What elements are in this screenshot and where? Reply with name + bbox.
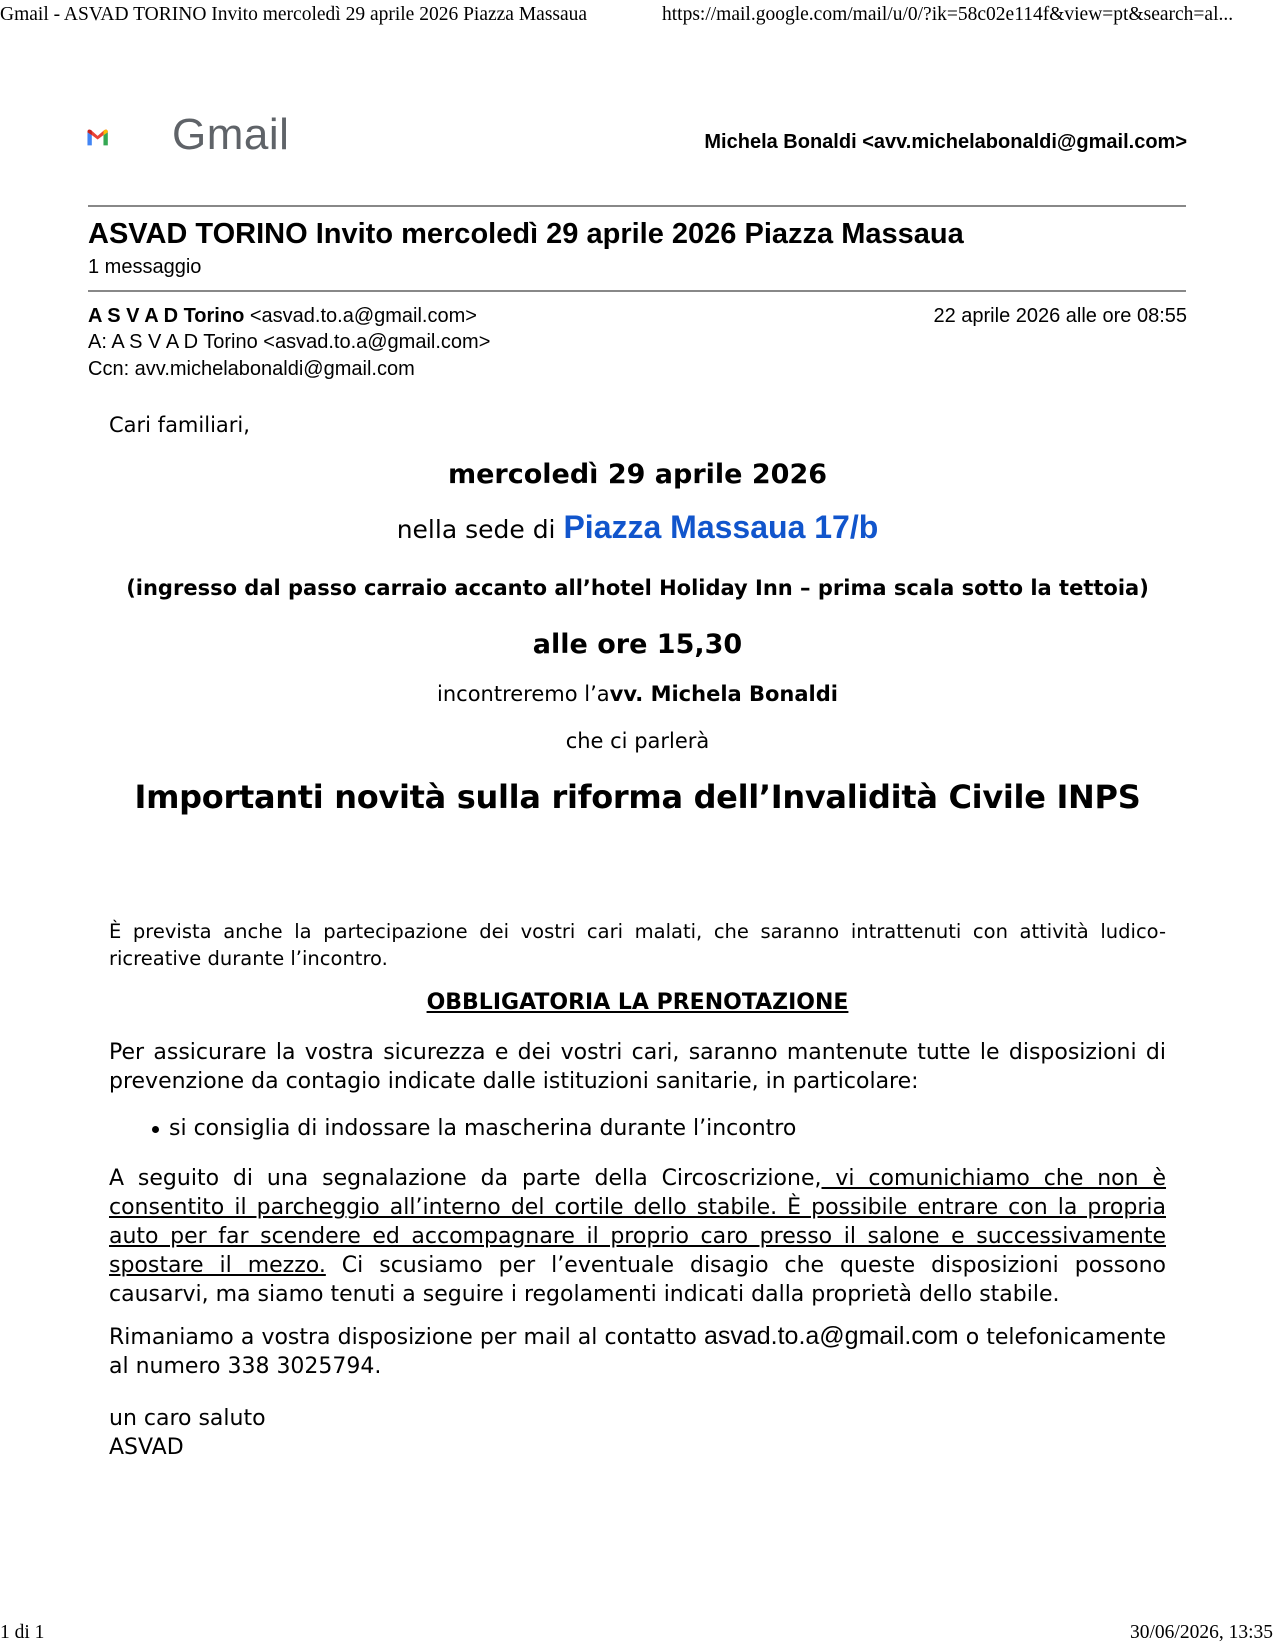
bullet-icon: [152, 1126, 159, 1133]
signature: ASVAD: [109, 1435, 184, 1460]
parking-suffix: Ci scusiamo per l’eventuale disagio che queste disposizioni possono causarvi, ma siamo tenuti a seguire i regolamenti indicati dalla proprietà dello stabile.: [109, 1253, 1166, 1307]
print-page-title: Gmail - ASVAD TORINO Invito mercoledì 29 aprile 2026 Piazza Massaua: [0, 4, 588, 25]
sent-timestamp: 22 aprile 2026 alle ore 08:55: [933, 305, 1187, 327]
safety-paragraph: Per assicurare la vostra sicurezza e dei vostri cari, saranno mantenute tutte le disposizioni di prevenzione da contagio indicate dalle istituzioni sanitarie, in particolare:: [109, 1040, 1166, 1094]
event-date: mercoledì 29 aprile 2026: [447, 459, 828, 490]
header-divider: [88, 205, 1186, 207]
contact-email-link[interactable]: asvad.to.a@gmail.com: [703, 1322, 959, 1350]
contact-paragraph: [109, 1322, 1166, 1381]
event-time: alle ore 15,30: [532, 629, 743, 660]
message-count: 1 messaggio: [88, 256, 202, 278]
sender-address: <asvad.to.a@gmail.com>: [249, 305, 477, 327]
print-page-url: https://mail.google.com/mail/u/0/?ik=58c02e114f&view=pt&search=al...: [662, 4, 1234, 25]
parking-paragraph: [109, 1164, 1166, 1309]
contact-suffix: o telefonicamente al numero 338 3025794.: [109, 1325, 1166, 1379]
booking-required-heading: OBBLIGATORIA LA PRENOTAZIONE: [426, 990, 849, 1015]
speaker-line: [109, 682, 1166, 706]
mask-advice: si consiglia di indossare la mascherina durante l’incontro: [169, 1116, 797, 1141]
venue-address: Piazza Massaua 17/b: [563, 509, 879, 545]
bcc-line: Ccn: avv.michelabonaldi@gmail.com: [88, 358, 415, 380]
sender-line: [88, 305, 477, 328]
recipient-line: A: A S V A D Torino <asvad.to.a@gmail.com>: [88, 331, 491, 353]
closing-block: [109, 1404, 1166, 1462]
subject-divider: [88, 290, 1186, 292]
participation-paragraph: È prevista anche la partecipazione dei vostri cari malati, che saranno intrattenuti con attività ludico-ricreative durante l’incontro.: [109, 920, 1166, 970]
speaker-prefix: incontreremo l’a: [437, 682, 610, 706]
page-number: 1 di 1: [0, 1622, 45, 1643]
parking-prefix: A seguito di una segnalazione da parte della Circoscrizione,: [109, 1166, 822, 1191]
venue-prefix: nella sede di: [396, 515, 564, 544]
event-venue-line: [109, 509, 1166, 546]
gmail-wordmark: Gmail: [172, 110, 290, 159]
contact-prefix: Rimaniamo a vostra disposizione per mail al contatto: [109, 1325, 704, 1350]
print-date: 30/06/2026, 13:35: [1129, 1622, 1273, 1643]
talk-intro: che ci parlerà: [565, 729, 710, 753]
account-identity: Michela Bonaldi <avv.michelabonaldi@gmail.com>: [704, 131, 1187, 153]
event-topic: Importanti novità sulla riforma dell’Invalidità Civile INPS: [134, 778, 1141, 816]
entrance-directions: (ingresso dal passo carraio accanto all’hotel Holiday Inn – prima scala sotto la tettoia): [126, 576, 1149, 600]
sender-name: A S V A D Torino: [88, 305, 245, 327]
speaker-name: vv. Michela Bonaldi: [609, 682, 838, 706]
gmail-logo-icon: [86, 110, 166, 164]
list-item: [152, 1116, 1152, 1141]
email-subject: ASVAD TORINO Invito mercoledì 29 aprile 2026 Piazza Massaua: [88, 218, 964, 250]
greeting: Cari familiari,: [109, 413, 250, 437]
closing-greeting: un caro saluto: [109, 1406, 266, 1431]
parking-notice: vi comunichiamo che non è consentito il parcheggio all’interno del cortile dello stabile. È possibile entrare con la propria auto per far scendere ed accompagnare il proprio caro presso il salone e successivamente spostare il mezzo.: [109, 1166, 1167, 1278]
